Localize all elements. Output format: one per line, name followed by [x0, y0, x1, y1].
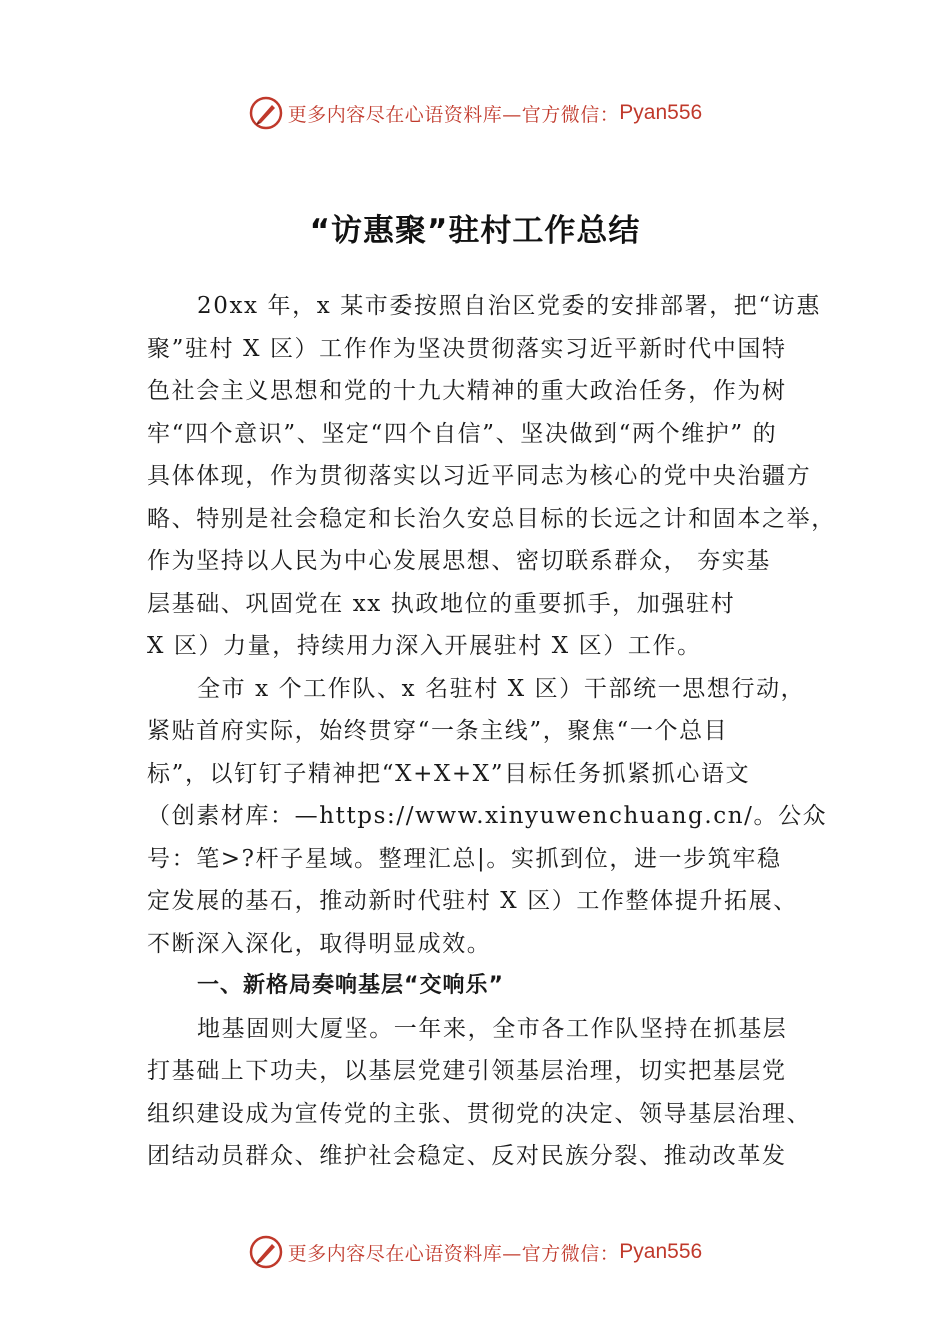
body-line: 组织建设成为宣传党的主张、贯彻党的决定、领导基层治理、	[147, 1100, 812, 1127]
banner-text: 更多内容尽在心语资料库—官方微信：	[287, 103, 620, 126]
body-line: 打基础上下功夫，以基层党建引领基层治理，切实把基层党	[147, 1058, 787, 1084]
header-banner	[0, 93, 950, 133]
banner-wechat-id: Pyan556	[619, 1240, 703, 1263]
body-line: 紧贴首府实际，始终贯穿“一条主线”，聚焦“一个总目	[147, 718, 729, 744]
document-title: “访惠聚”驻村工作总结	[309, 213, 641, 249]
document-body	[147, 285, 836, 1178]
body-line: 层基础、巩固党在 xx 执政地位的重要抓手，加强驻村	[147, 590, 736, 617]
section-heading: 一、新格局奏响基层“交响乐”	[197, 973, 504, 998]
body-line: （创素材库：—https://www.xinyuwenchuang.cn/。公众	[147, 803, 828, 829]
body-line: 作为坚持以人民为中心发展思想、密切联系群众， 夯实基	[147, 548, 771, 574]
body-line: 号：笔>?杆子星域。整理汇总|。实抓到位，进一步筑牢稳	[147, 845, 782, 872]
banner-wechat-id: Pyan556	[619, 101, 703, 124]
body-line: 全市 x 个工作队、x 名驻村 X 区）干部统一思想行动，	[197, 675, 806, 702]
body-line: 团结动员群众、维护社会稳定、反对民族分裂、推动改革发	[147, 1143, 787, 1169]
body-line: 不断深入深化，取得明显成效。	[147, 930, 492, 957]
body-line: 牢“四个意识”、坚定“四个自信”、坚决做到“两个维护” 的	[147, 420, 778, 447]
body-line: X 区）力量，持续用力深入开展驻村 X 区）工作。	[147, 633, 702, 659]
pen-logo-icon	[248, 95, 284, 131]
body-line: 色社会主义思想和党的十九大精神的重大政治任务，作为树	[147, 378, 787, 404]
body-line: 20xx 年，x 某市委按照自治区党委的安排部署，把“访惠	[197, 293, 821, 319]
pen-logo-icon	[248, 1234, 284, 1270]
body-line: 定发展的基石，推动新时代驻村 X 区）工作整体提升拓展、	[147, 888, 798, 914]
banner-text: 更多内容尽在心语资料库—官方微信：	[287, 1242, 620, 1265]
footer-banner	[0, 1232, 950, 1272]
body-line: 地基固则大厦坚。一年来，全市各工作队坚持在抓基层	[197, 1015, 788, 1042]
body-line: 略、特别是社会稳定和长治久安总目标的长远之计和固本之举，	[147, 505, 836, 532]
body-line: 标”，以钉钉子精神把“X+X+X”目标任务抓紧抓心语文	[147, 760, 751, 787]
body-line: 具体体现，作为贯彻落实以习近平同志为核心的党中央治疆方	[147, 463, 812, 489]
body-line: 聚”驻村 X 区）工作作为坚决贯彻落实习近平新时代中国特	[147, 335, 787, 362]
